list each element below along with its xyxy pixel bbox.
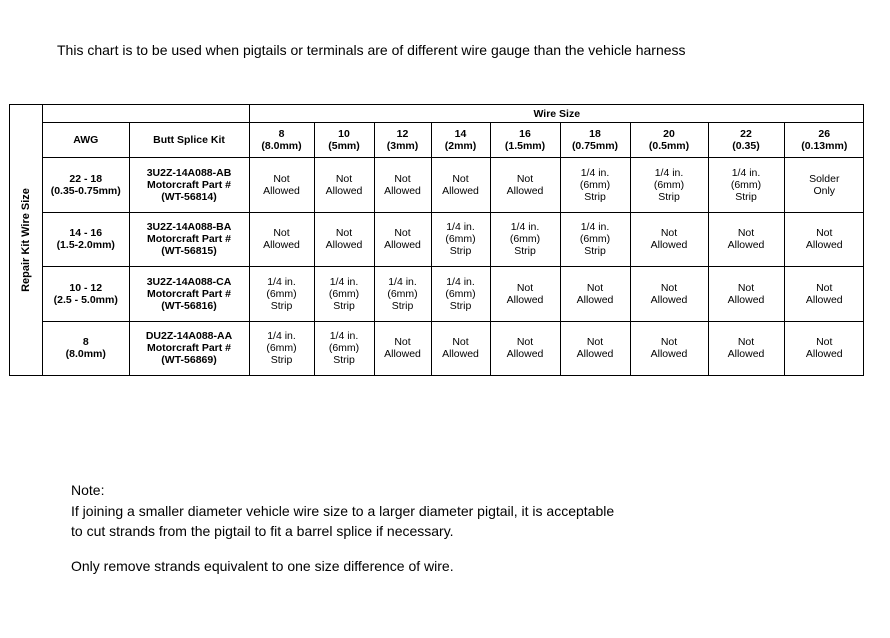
compatibility-cell: Solder Only [784, 158, 864, 212]
compatibility-cell: Not Allowed [490, 158, 560, 212]
note-line-1: If joining a smaller diameter vehicle wire size to a larger diameter pigtail, it is acceptable [71, 503, 615, 519]
repair-kit-wire-size-label: Repair Kit Wire Size [10, 105, 43, 375]
butt-splice-kit-header: Butt Splice Kit [129, 123, 249, 158]
gauge-header: 16 (1.5mm) [490, 123, 560, 158]
compatibility-cell: Not Allowed [374, 158, 431, 212]
wire-size-header: Wire Size [249, 105, 864, 123]
splice-table [43, 105, 864, 375]
compatibility-cell: Not Allowed [431, 158, 490, 212]
splice-kit-cell: 3U2Z-14A088-AB Motorcraft Part # (WT-56814) [129, 158, 249, 212]
compatibility-cell: Not Allowed [249, 158, 314, 212]
compatibility-cell: 1/4 in. (6mm) Strip [630, 158, 708, 212]
compatibility-cell: 1/4 in. (6mm) Strip [314, 267, 374, 321]
awg-header: AWG [43, 123, 129, 158]
chart-intro-text: This chart is to be used when pigtails or terminals are of different wire gauge than the vehicle harness [57, 42, 686, 58]
compatibility-cell: 1/4 in. (6mm) Strip [490, 212, 560, 266]
gauge-header: 20 (0.5mm) [630, 123, 708, 158]
note-title: Note: [71, 482, 105, 498]
compatibility-cell: Not Allowed [630, 321, 708, 375]
compatibility-cell: 1/4 in. (6mm) Strip [314, 321, 374, 375]
compatibility-cell: Not Allowed [630, 212, 708, 266]
compatibility-cell: 1/4 in. (6mm) Strip [431, 212, 490, 266]
compatibility-cell: Not Allowed [560, 267, 630, 321]
compatibility-cell: Not Allowed [374, 212, 431, 266]
gauge-header: 14 (2mm) [431, 123, 490, 158]
compatibility-cell: Not Allowed [560, 321, 630, 375]
splice-kit-cell: 3U2Z-14A088-CA Motorcraft Part # (WT-56816) [129, 267, 249, 321]
compatibility-cell: 1/4 in. (6mm) Strip [249, 321, 314, 375]
gauge-header: 18 (0.75mm) [560, 123, 630, 158]
table-row [43, 158, 864, 212]
table-row [43, 267, 864, 321]
gauge-header: 22 (0.35) [708, 123, 784, 158]
table-row [43, 321, 864, 375]
compatibility-cell: Not Allowed [490, 321, 560, 375]
compatibility-cell: Not Allowed [490, 267, 560, 321]
gauge-header: 12 (3mm) [374, 123, 431, 158]
note-line-3: Only remove strands equivalent to one size difference of wire. [71, 558, 454, 574]
table-header-row [43, 123, 864, 158]
compatibility-cell: 1/4 in. (6mm) Strip [708, 158, 784, 212]
compatibility-cell: Not Allowed [431, 321, 490, 375]
compatibility-cell: Not Allowed [314, 212, 374, 266]
compatibility-cell: 1/4 in. (6mm) Strip [560, 158, 630, 212]
compatibility-cell: 1/4 in. (6mm) Strip [374, 267, 431, 321]
compatibility-cell: Not Allowed [630, 267, 708, 321]
compatibility-cell: Not Allowed [249, 212, 314, 266]
compatibility-cell: Not Allowed [314, 158, 374, 212]
compatibility-cell: Not Allowed [784, 321, 864, 375]
compatibility-cell: Not Allowed [708, 212, 784, 266]
awg-cell: 10 - 12 (2.5 - 5.0mm) [43, 267, 129, 321]
compatibility-cell: Not Allowed [784, 212, 864, 266]
compatibility-cell: Not Allowed [374, 321, 431, 375]
compatibility-cell: 1/4 in. (6mm) Strip [249, 267, 314, 321]
gauge-header: 10 (5mm) [314, 123, 374, 158]
note-line-2: to cut strands from the pigtail to fit a barrel splice if necessary. [71, 523, 454, 539]
awg-cell: 22 - 18 (0.35-0.75mm) [43, 158, 129, 212]
splice-kit-cell: 3U2Z-14A088-BA Motorcraft Part # (WT-56815) [129, 212, 249, 266]
gauge-header: 26 (0.13mm) [784, 123, 864, 158]
awg-cell: 8 (8.0mm) [43, 321, 129, 375]
compatibility-cell: Not Allowed [708, 267, 784, 321]
splice-kit-cell: DU2Z-14A088-AA Motorcraft Part # (WT-56869) [129, 321, 249, 375]
table-row [43, 212, 864, 266]
compatibility-cell: Not Allowed [784, 267, 864, 321]
compatibility-cell: 1/4 in. (6mm) Strip [560, 212, 630, 266]
compatibility-cell: Not Allowed [708, 321, 784, 375]
wire-splice-chart [9, 104, 864, 376]
compatibility-cell: 1/4 in. (6mm) Strip [431, 267, 490, 321]
awg-cell: 14 - 16 (1.5-2.0mm) [43, 212, 129, 266]
gauge-header: 8 (8.0mm) [249, 123, 314, 158]
